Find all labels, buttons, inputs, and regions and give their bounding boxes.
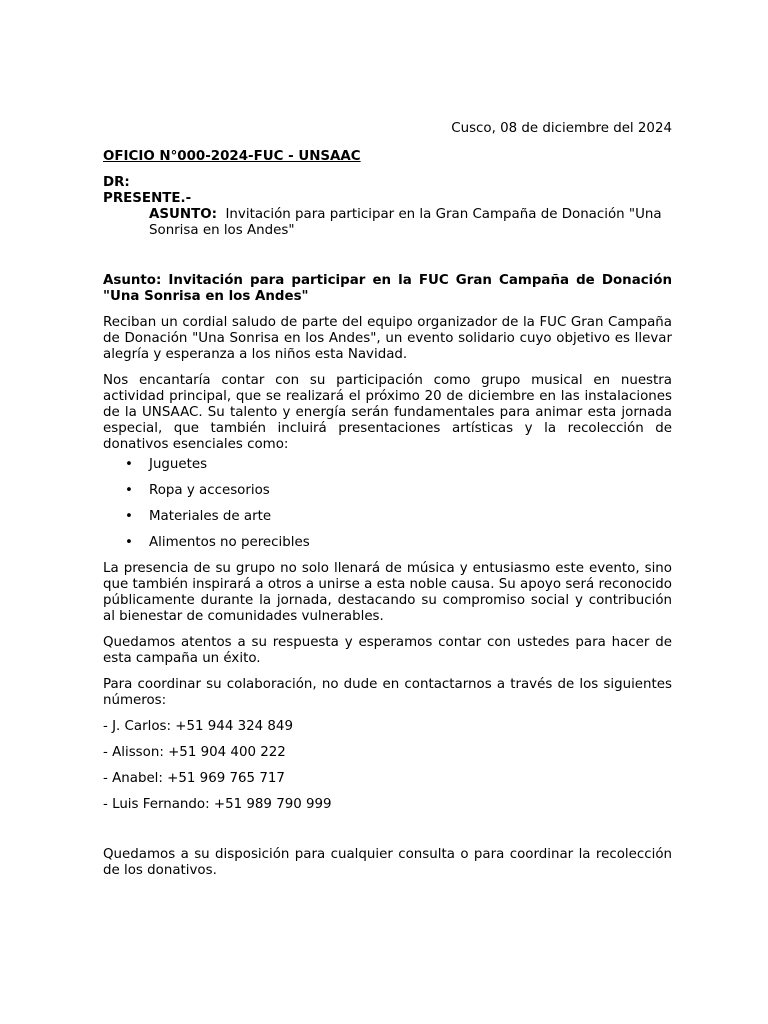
recipient-line: DR: — [103, 175, 130, 190]
list-item-label: Juguetes — [149, 457, 208, 472]
closing-paragraph: Quedamos a su disposición para cualquier consulta o para coordinar la recolección de los donativos. — [103, 847, 672, 878]
paragraph-response: Quedamos atentos a su respuesta y esperamos contar con ustedes para hacer de esta campaña un éxito. — [103, 635, 672, 666]
presente-line: PRESENTE.- — [103, 191, 192, 206]
contact-item: - Alisson: +51 904 400 222 — [103, 745, 286, 760]
letter-body — [103, 121, 672, 879]
paragraph-contact-intro: Para coordinar su colaboración, no dude en contactarnos a través de los siguientes números: — [103, 677, 672, 708]
list-item — [103, 457, 672, 473]
contact-list — [103, 719, 672, 813]
contact-item: - J. Carlos: +51 944 324 849 — [103, 719, 293, 734]
asunto-label: ASUNTO: — [149, 207, 217, 222]
oficio-number: OFICIO N°000-2024-FUC - UNSAAC — [103, 149, 361, 164]
asunto-text: Invitación para participar en la Gran Campaña de Donación "Una Sonrisa en los Andes" — [149, 207, 662, 238]
contact-item: - Luis Fernando: +51 989 790 999 — [103, 797, 332, 812]
list-item-label: Alimentos no perecibles — [149, 535, 310, 550]
paragraph-greeting: Reciban un cordial saludo de parte del equipo organizador de la FUC Gran Campaña de Donación "Una Sonrisa en los Andes", un evento solidario cuyo objetivo es llevar alegría y esperanza a los niños esta Navidad. — [103, 315, 672, 362]
list-item-label: Materiales de arte — [149, 509, 272, 524]
list-item — [103, 509, 672, 525]
subject-heading: Asunto: Invitación para participar en la FUC Gran Campaña de Donación "Una Sonrisa en los Andes" — [103, 273, 672, 304]
bullet-icon: • — [125, 535, 133, 550]
list-item — [103, 535, 672, 551]
asunto-reference — [149, 207, 672, 239]
date-line: Cusco, 08 de diciembre del 2024 — [451, 121, 672, 136]
paragraph-impact: La presencia de su grupo no solo llenará de música y entusiasmo este evento, sino que también inspirará a otros a unirse a esta noble causa. Su apoyo será reconocido públicamente durante la jornada, destacando su compromiso social y contribución al bienestar de comunidades vulnerables. — [103, 561, 672, 624]
bullet-icon: • — [125, 509, 133, 524]
list-item — [103, 483, 672, 499]
donation-items-list — [103, 457, 672, 551]
list-item-label: Ropa y accesorios — [149, 483, 270, 498]
bullet-icon: • — [125, 483, 133, 498]
contact-item: - Anabel: +51 969 765 717 — [103, 771, 285, 786]
bullet-icon: • — [125, 457, 133, 472]
paragraph-invitation: Nos encantaría contar con su participación como grupo musical en nuestra actividad principal, que se realizará el próximo 20 de diciembre en las instalaciones de la UNSAAC. Su talento y energía serán fundamentales para animar esta jornada especial, que también incluirá presentaciones artísticas y la recolección de donativos esenciales como: — [103, 373, 672, 452]
